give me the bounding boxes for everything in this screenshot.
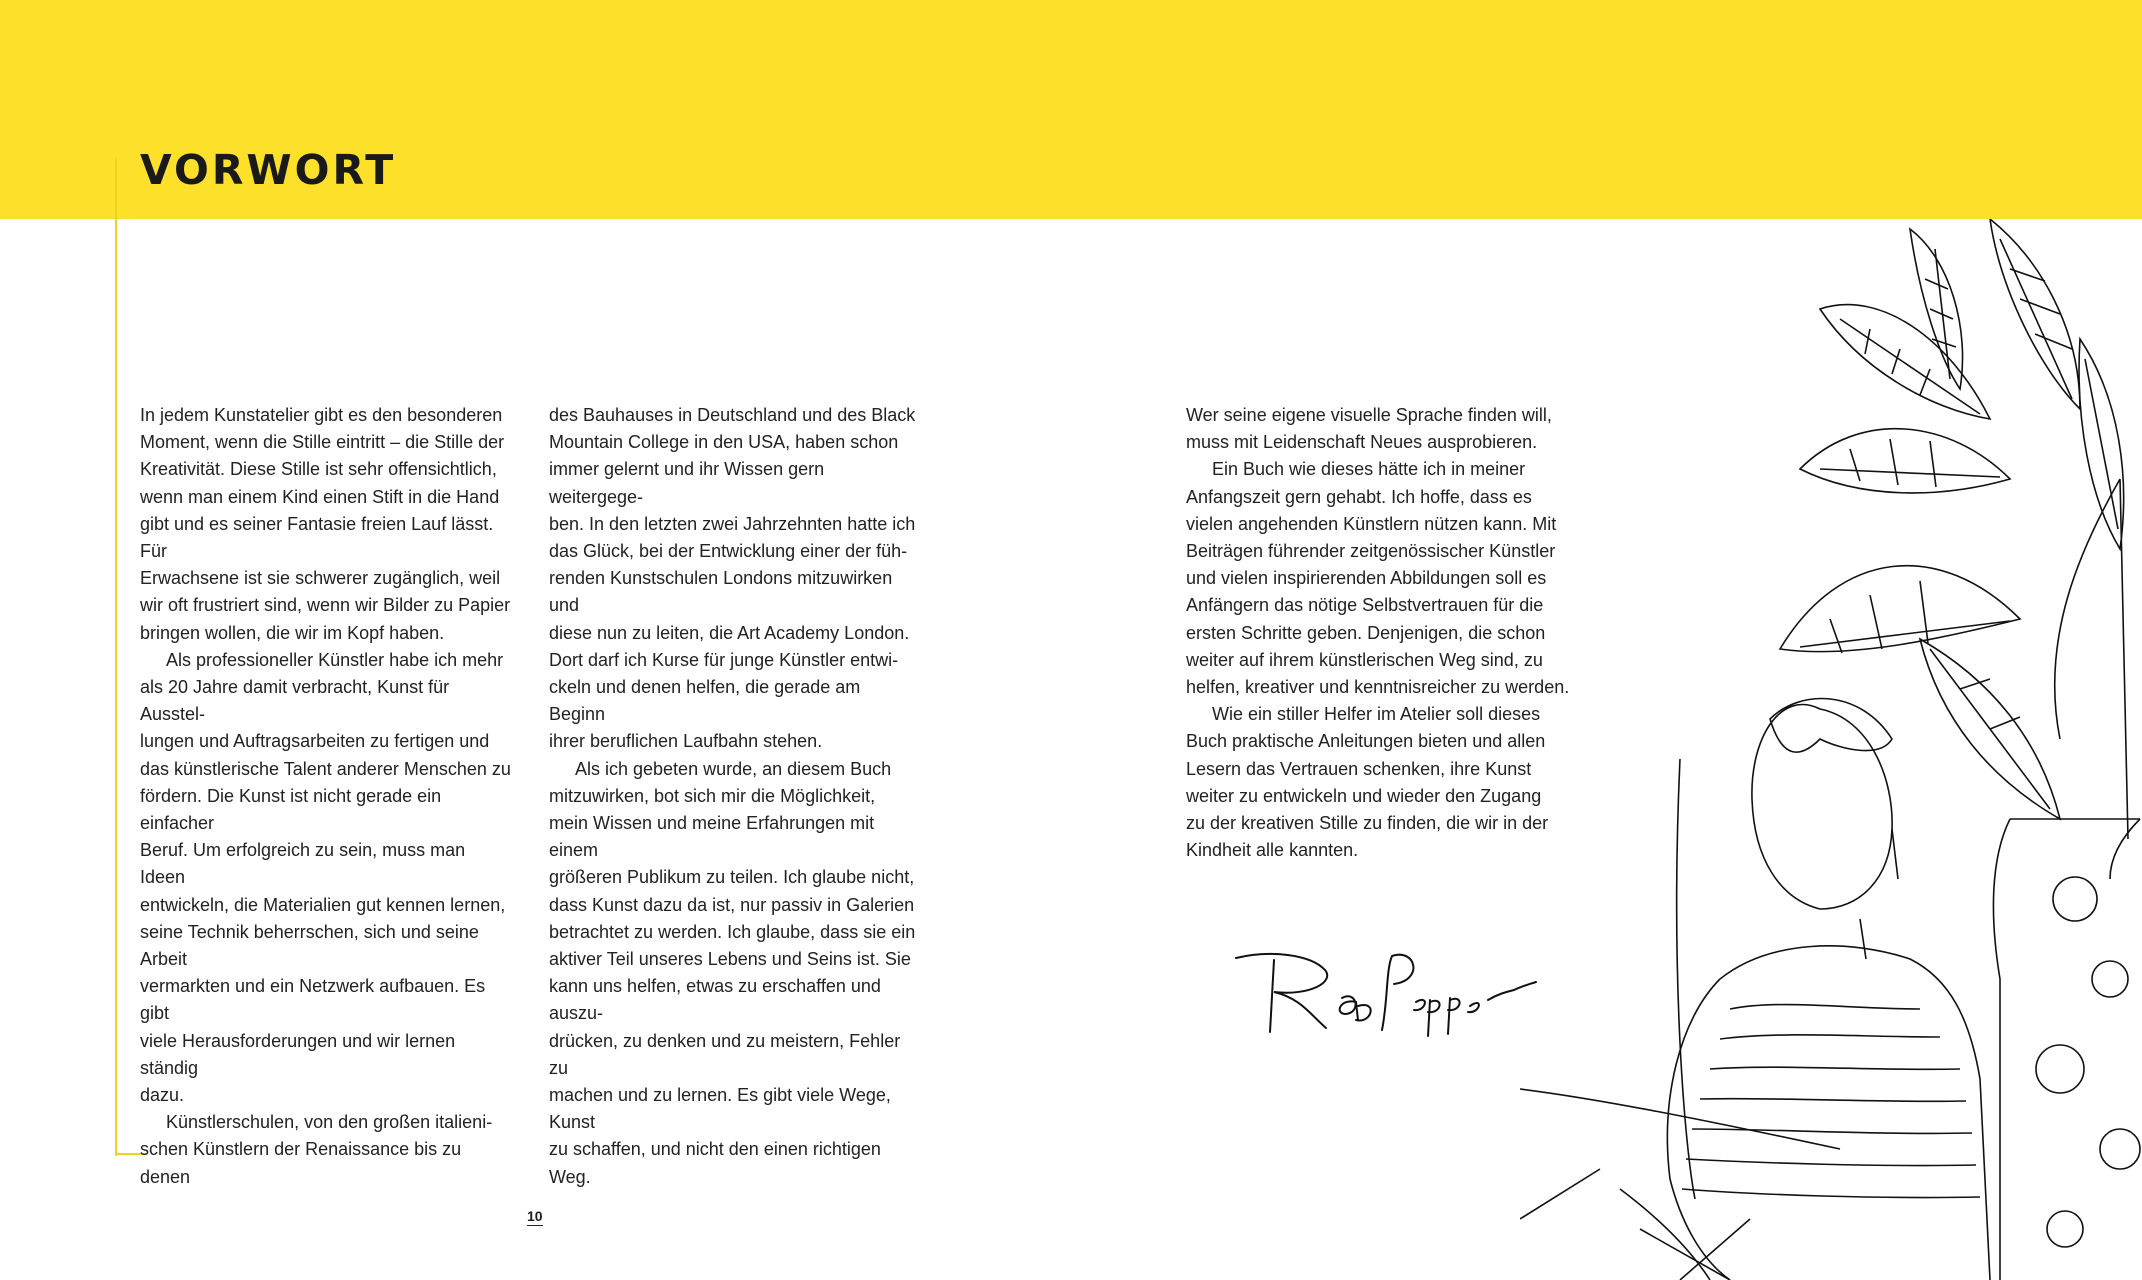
text-line: aktiver Teil unseres Lebens und Seins ist. Sie — [549, 949, 911, 970]
text-line: fördern. Die Kunst ist nicht gerade ein einfacher — [140, 785, 442, 834]
text-line: das künstlerische Talent anderer Menschen zu — [140, 758, 511, 779]
text-line: Beiträgen führender zeitgenössischer Künstler — [1186, 541, 1556, 562]
text-line: größeren Publikum zu teilen. Ich glaube nicht, — [549, 867, 915, 888]
text-line: Kreativität. Diese Stille ist sehr offensichtlich, — [140, 459, 497, 480]
text-line: helfen, kreativer und kenntnisreicher zu werden. — [1186, 677, 1570, 698]
text-line: kann uns helfen, etwas zu erschaffen und auszu- — [549, 976, 881, 1024]
paragraph — [1186, 701, 1571, 864]
text-line: Mountain College in den USA, haben schon — [549, 432, 899, 453]
text-line: ihrer beruflichen Laufbahn stehen. — [549, 731, 823, 752]
text-line: als 20 Jahre damit verbracht, Kunst für Ausstel- — [140, 677, 450, 725]
page-title: VORWORT — [140, 146, 397, 194]
text-line: das Glück, bei der Entwicklung einer der füh- — [549, 541, 908, 562]
text-column-3 — [1186, 402, 1571, 864]
text-line: mitzuwirken, bot sich mir die Möglichkeit, — [549, 785, 876, 806]
text-line: vielen angehenden Künstlern nützen kann. Mit — [1186, 513, 1557, 534]
paragraph — [140, 1109, 512, 1191]
text-line: Künstlerschulen, von den großen italieni- — [166, 1112, 493, 1133]
text-line: Erwachsene ist sie schwerer zugänglich, weil — [140, 568, 501, 589]
text-line: dazu. — [140, 1085, 185, 1106]
text-line: renden Kunstschulen Londons mitzuwirken und — [549, 568, 893, 616]
text-line: In jedem Kunstatelier gibt es den besonderen — [140, 405, 503, 425]
text-line: Beruf. Um erfolgreich zu sein, muss man Ideen — [140, 840, 466, 888]
paragraph — [140, 402, 512, 647]
text-line: des Bauhauses in Deutschland und des Black — [549, 405, 916, 425]
text-column-2 — [549, 402, 921, 1191]
text-line: betrachtet zu werden. Ich glaube, dass sie ein — [549, 921, 916, 942]
page-number: 10 — [527, 1208, 543, 1224]
paragraph — [549, 756, 921, 1191]
text-line: gibt und es seiner Fantasie freien Lauf lässt. Für — [140, 513, 494, 562]
text-line: Lesern das Vertrauen schenken, ihre Kunst — [1186, 758, 1532, 779]
text-column-1 — [140, 402, 512, 1191]
text-line: viele Herausforderungen und wir lernen ständig — [140, 1030, 456, 1078]
text-line: wir oft frustriert sind, wenn wir Bilder zu Papier — [140, 595, 511, 616]
text-line: dass Kunst dazu da ist, nur passiv in Galerien — [549, 894, 915, 915]
paragraph — [140, 647, 512, 1109]
text-line: zu der kreativen Stille zu finden, die wir in der — [1186, 813, 1549, 834]
text-line: vermarkten und ein Netzwerk aufbauen. Es gibt — [140, 976, 486, 1024]
text-line: schen Künstlern der Renaissance bis zu denen — [140, 1139, 462, 1187]
text-line: Ein Buch wie dieses hätte ich in meiner — [1212, 459, 1526, 480]
text-line: und vielen inspirierenden Abbildungen soll es — [1186, 568, 1547, 589]
text-line: ben. In den letzten zwei Jahrzehnten hatte ich — [549, 513, 916, 534]
text-line: diese nun zu leiten, die Art Academy London. — [549, 622, 910, 643]
artist-with-plant-illustration — [1520, 219, 2142, 1280]
text-line: mein Wissen und meine Erfahrungen mit einem — [549, 813, 875, 861]
text-line: Kindheit alle kannten. — [1186, 840, 1359, 861]
paragraph — [1186, 456, 1571, 701]
text-line: weiter zu entwickeln und wieder den Zugang — [1186, 785, 1542, 806]
text-line: seine Technik beherrschen, sich und seine Arbeit — [140, 921, 479, 970]
text-line: Dort darf ich Kurse für junge Künstler entwi- — [549, 649, 899, 670]
text-line: Anfangszeit gern gehabt. Ich hoffe, dass es — [1186, 486, 1532, 507]
text-line: immer gelernt und ihr Wissen gern weitergege- — [549, 459, 825, 507]
text-line: Moment, wenn die Stille eintritt – die Stille der — [140, 432, 505, 453]
text-line: bringen wollen, die wir im Kopf haben. — [140, 622, 445, 643]
text-line: ckeln und denen helfen, die gerade am Beginn — [549, 677, 861, 725]
text-line: Wie ein stiller Helfer im Atelier soll dieses — [1212, 704, 1541, 725]
text-line: entwickeln, die Materialien gut kennen lernen, — [140, 894, 506, 915]
text-line: Als ich gebeten wurde, an diesem Buch — [575, 758, 892, 779]
paragraph — [549, 402, 921, 756]
signature — [1230, 940, 1540, 1040]
text-line: muss mit Leidenschaft Neues ausprobieren. — [1186, 432, 1538, 453]
text-line: Anfängern das nötige Selbstvertrauen für die — [1186, 595, 1544, 616]
text-line: zu schaffen, und nicht den einen richtigen Weg. — [549, 1139, 881, 1187]
margin-rule — [115, 158, 117, 1156]
text-line: weiter auf ihrem künstlerischen Weg sind, zu — [1186, 649, 1543, 670]
text-line: Wer seine eigene visuelle Sprache finden will, — [1186, 405, 1552, 425]
paragraph — [1186, 402, 1571, 456]
text-line: machen und zu lernen. Es gibt viele Wege, Kunst — [549, 1085, 891, 1133]
text-line: wenn man einem Kind einen Stift in die Hand — [140, 486, 500, 507]
text-line: drücken, zu denken und zu meistern, Fehler zu — [549, 1030, 901, 1078]
text-line: Als professioneller Künstler habe ich mehr — [166, 649, 504, 670]
text-line: ersten Schritte geben. Denjenigen, die schon — [1186, 622, 1546, 643]
text-line: Buch praktische Anleitungen bieten und allen — [1186, 731, 1546, 752]
text-line: lungen und Auftragsarbeiten zu fertigen und — [140, 731, 490, 752]
